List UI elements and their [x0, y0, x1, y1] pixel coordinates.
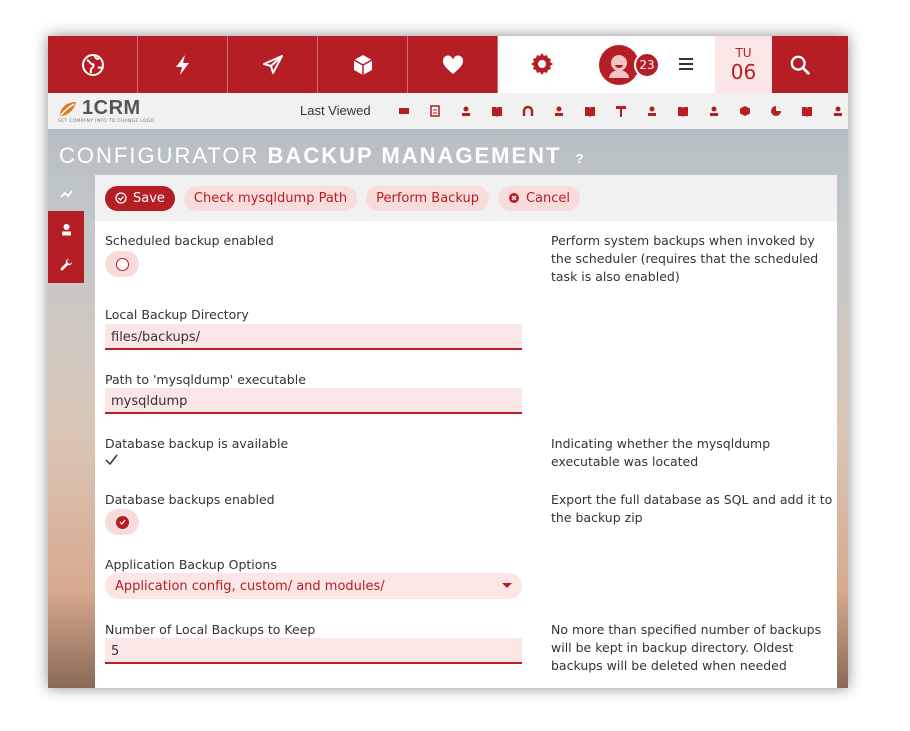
- nav-favorites-button[interactable]: [408, 36, 498, 93]
- calendar-date-button[interactable]: [715, 36, 772, 93]
- last-viewed-item[interactable]: [605, 104, 636, 118]
- db-enabled-label: Database backups enabled: [105, 492, 275, 507]
- scheduled-backup-help: Perform system backups when invoked by the scheduler (requires that the scheduled task is also enabled): [551, 233, 819, 284]
- notification-badge[interactable]: 23: [634, 52, 660, 78]
- last-viewed-item[interactable]: [388, 104, 419, 118]
- wrench-icon: [60, 259, 73, 272]
- app-window: [48, 36, 848, 688]
- last-viewed-item[interactable]: [481, 104, 512, 118]
- user-face-icon: [606, 52, 632, 78]
- menu-button[interactable]: [678, 56, 694, 76]
- mysqldump-path-input[interactable]: mysqldump: [105, 388, 522, 414]
- cube-icon: [351, 53, 375, 77]
- help-button[interactable]: ?: [575, 151, 586, 166]
- hammer-icon: [615, 105, 627, 117]
- pie-chart-icon: [770, 105, 782, 117]
- save-button[interactable]: [105, 186, 175, 211]
- last-viewed-item[interactable]: [698, 104, 729, 118]
- date-day: TU: [735, 45, 752, 60]
- user-icon: [832, 105, 844, 117]
- top-nav: [48, 36, 848, 93]
- db-available-help: Indicating whether the mysqldump executable was located: [551, 436, 771, 469]
- paper-plane-icon: [261, 53, 285, 77]
- last-viewed-item[interactable]: [512, 104, 543, 118]
- user-icon: [708, 105, 720, 117]
- scheduled-backup-label: Scheduled backup enabled: [105, 233, 274, 248]
- book-icon: [491, 105, 503, 117]
- page-title: [59, 143, 586, 169]
- db-enabled-help: Export the full database as SQL and add it to the backup zip: [551, 492, 833, 525]
- settings-button[interactable]: [530, 52, 554, 80]
- keep-count-help: No more than specified number of backups will be kept in backup directory. Oldest backups will be deleted when needed: [551, 622, 822, 673]
- cancel-label: Cancel: [525, 190, 571, 206]
- logo-subtext: SET COMPANY INFO TO CHANGE LOGO: [58, 119, 155, 124]
- form-toolbar: [95, 175, 837, 221]
- last-viewed-item[interactable]: [667, 104, 698, 118]
- rail-user-button[interactable]: [48, 211, 84, 247]
- book-icon: [801, 105, 813, 117]
- logo-text: 1CRM: [82, 97, 141, 119]
- check-mysqldump-button[interactable]: Check mysqldump Path: [184, 186, 357, 211]
- heart-icon: [441, 53, 465, 77]
- db-available-label: Database backup is available: [105, 436, 289, 451]
- nav-send-button[interactable]: [228, 36, 318, 93]
- user-icon: [60, 223, 73, 236]
- last-viewed-item[interactable]: [574, 104, 605, 118]
- leaf-logo-icon: [58, 100, 78, 118]
- globe-icon: [81, 53, 105, 77]
- left-rail: [48, 175, 84, 283]
- date-number: 06: [730, 59, 757, 84]
- last-viewed-item[interactable]: [419, 104, 450, 118]
- bolt-icon: [171, 53, 195, 77]
- mysqldump-path-label: Path to 'mysqldump' executable: [105, 372, 306, 387]
- clipboard-icon: [429, 105, 441, 117]
- local-dir-label: Local Backup Directory: [105, 307, 249, 322]
- last-viewed-item[interactable]: [791, 104, 822, 118]
- rail-tools-button[interactable]: [48, 247, 84, 283]
- last-viewed-item[interactable]: [543, 104, 574, 118]
- cancel-circle-icon: [508, 192, 520, 204]
- last-viewed-item[interactable]: [760, 104, 791, 118]
- db-enabled-toggle[interactable]: [105, 509, 139, 535]
- keep-count-label: Number of Local Backups to Keep: [105, 622, 316, 637]
- last-viewed-list: [388, 104, 848, 118]
- last-viewed-label: Last Viewed: [300, 103, 371, 118]
- search-button[interactable]: [772, 36, 828, 93]
- backup-form-panel: [95, 175, 837, 688]
- caret-down-icon: [502, 583, 512, 588]
- last-viewed-item[interactable]: [636, 104, 667, 118]
- page-title-bold: BACKUP MANAGEMENT: [267, 143, 562, 168]
- app-options-value: Application config, custom/ and modules/: [115, 578, 385, 594]
- app-options-label: Application Backup Options: [105, 557, 277, 572]
- app-options-select[interactable]: [105, 573, 522, 599]
- nav-bolt-button[interactable]: [138, 36, 228, 93]
- cube-icon: [739, 105, 751, 117]
- page-title-light: CONFIGURATOR: [59, 143, 260, 168]
- user-area: [498, 36, 715, 93]
- rail-activity-button[interactable]: [48, 175, 84, 211]
- checkmark-icon: [105, 454, 118, 466]
- sub-bar: [48, 93, 848, 129]
- hamburger-icon: [678, 56, 694, 72]
- cancel-button[interactable]: [498, 186, 580, 211]
- radio-checked-icon: [116, 516, 129, 529]
- magnet-icon: [522, 105, 534, 117]
- avatar[interactable]: [599, 45, 639, 85]
- gear-icon: [530, 52, 554, 76]
- perform-backup-button[interactable]: Perform Backup: [366, 186, 489, 211]
- nav-cube-button[interactable]: [318, 36, 408, 93]
- book-icon: [584, 105, 596, 117]
- last-viewed-item[interactable]: [729, 104, 760, 118]
- save-label: Save: [133, 190, 165, 206]
- nav-globe-button[interactable]: [48, 36, 138, 93]
- envelope-icon: [398, 105, 410, 117]
- user-icon: [553, 105, 565, 117]
- trend-icon: [60, 187, 73, 200]
- scheduled-backup-toggle[interactable]: [105, 251, 139, 277]
- keep-count-input[interactable]: 5: [105, 638, 522, 664]
- last-viewed-item[interactable]: [822, 104, 848, 118]
- book-icon: [677, 105, 689, 117]
- user-icon: [460, 105, 472, 117]
- radio-unchecked-icon: [116, 258, 129, 271]
- check-circle-icon: [115, 192, 127, 204]
- search-icon: [789, 54, 811, 76]
- local-dir-input[interactable]: files/backups/: [105, 324, 522, 350]
- last-viewed-item[interactable]: [450, 104, 481, 118]
- user-icon: [646, 105, 658, 117]
